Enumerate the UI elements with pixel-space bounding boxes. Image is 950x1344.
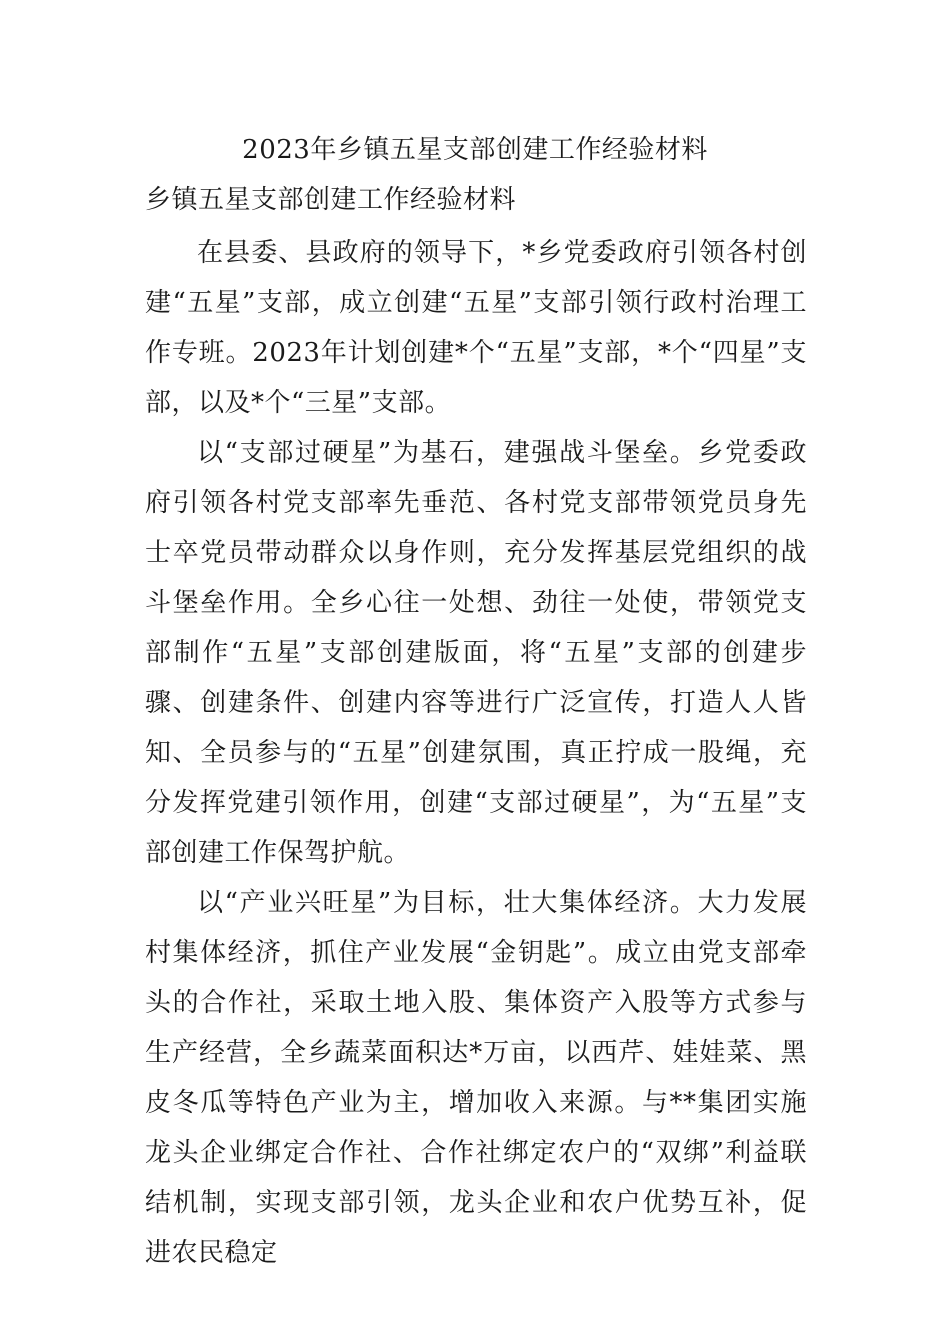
document-title: 2023年乡镇五星支部创建工作经验材料 — [242, 135, 708, 165]
document-body — [145, 228, 807, 1278]
document-subtitle: 乡镇五星支部创建工作经验材料 — [145, 185, 517, 215]
paragraph-intro: 在县委、县政府的领导下，*乡党委政府引领各村创建“五星”支部，成立创建“五星”支部引领行政村治理工作专班。2023年计划创建*个“五星”支部，*个“四星”支部，以及*个“三星”支部。 — [145, 238, 807, 418]
paragraph-industry-star: 以“产业兴旺星”为目标，壮大集体经济。大力发展村集体经济，抓住产业发展“金钥匙”。成立由党支部牵头的合作社，采取土地入股、集体资产入股等方式参与生产经营，全乡蔬菜面积达*万亩，以西芹、娃娃菜、黑皮冬瓜等特色产业为主，增加收入来源。与**集团实施龙头企业绑定合作社、合作社绑定农户的“双绑”利益联结机制，实现支部引领，龙头企业和农户优势互补，促进农民稳定 — [145, 888, 807, 1268]
paragraph-branch-star: 以“支部过硬星”为基石，建强战斗堡垒。乡党委政府引领各村党支部率先垂范、各村党支部带领党员身先士卒党员带动群众以身作则，充分发挥基层党组织的战斗堡垒作用。全乡心往一处想、劲往一处使，带领党支部制作“五星”支部创建版面，将“五星”支部的创建步骤、创建条件、创建内容等进行广泛宣传，打造人人皆知、全员参与的“五星”创建氛围，真正拧成一股绳，充分发挥党建引领作用，创建“支部过硬星”，为“五星”支部创建工作保驾护航。 — [145, 438, 807, 868]
